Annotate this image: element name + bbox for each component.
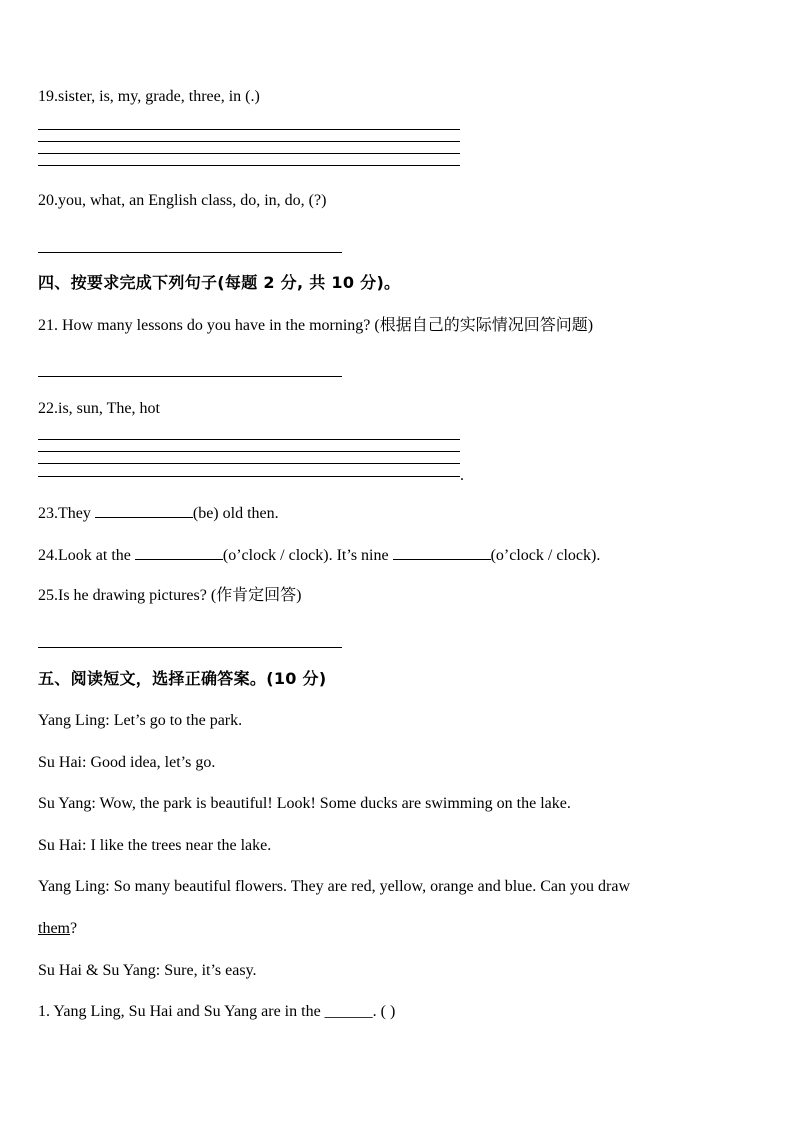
answer-line (38, 376, 342, 377)
answer-line (38, 439, 460, 440)
dialogue-line: Yang Ling: Let’s go to the park. (38, 712, 243, 729)
answer-line (38, 463, 460, 464)
fill-blank[interactable] (393, 545, 491, 560)
question-23-text: 23.They (38, 505, 95, 522)
question-24 (38, 545, 600, 566)
mc-question-1 (38, 1002, 395, 1022)
mc-question-1-blank[interactable]: ______ (324, 1003, 373, 1020)
section-5-heading: 五、阅读短文，选择正确答案。(10 分) (38, 669, 327, 688)
mc-question-1-text: 1. Yang Ling, Su Hai and Su Yang are in the (38, 1003, 325, 1020)
question-20: 20.you, what, an English class, do, in, do, (?) (38, 192, 327, 209)
question-23-text-after: (be) old then. (192, 505, 279, 522)
dialogue-line (38, 919, 77, 939)
question-25: 25.Is he drawing pictures? (作肯定回答) (38, 587, 302, 604)
answer-line (38, 153, 460, 154)
dialogue-line: Su Hai: I like the trees near the lake. (38, 837, 272, 854)
question-24-text-after: (o’clock / clock). (490, 547, 601, 564)
answer-line (38, 476, 460, 477)
answer-line (38, 451, 460, 452)
question-19: 19.sister, is, my, grade, three, in (.) (38, 88, 260, 105)
dialogue-line: Su Hai: Good idea, let’s go. (38, 754, 216, 771)
question-21: 21. How many lessons do you have in the morning? (根据自己的实际情况回答问题) (38, 317, 594, 334)
answer-line (38, 647, 342, 648)
question-22: 22.is, sun, The, hot (38, 400, 160, 417)
question-24-text-middle: (o’clock / clock). It’s nine (222, 547, 393, 564)
question-23 (38, 503, 279, 524)
answer-line (38, 141, 460, 142)
dialogue-line: Yang Ling: So many beautiful flowers. They are red, yellow, orange and blue. Can you draw (38, 878, 631, 895)
question-24-text: 24.Look at the (38, 547, 135, 564)
fill-blank[interactable] (135, 545, 223, 560)
dialogue-text: ? (70, 920, 78, 937)
question-22-period: . (460, 467, 464, 484)
answer-line (38, 252, 342, 253)
answer-line (38, 129, 460, 130)
dialogue-line: Su Hai & Su Yang: Sure, it’s easy. (38, 962, 257, 979)
fill-blank[interactable] (95, 503, 193, 518)
dialogue-line: Su Yang: Wow, the park is beautiful! Look! Some ducks are swimming on the lake. (38, 795, 571, 812)
mc-question-1-answer-paren: . ( ) (372, 1003, 396, 1020)
underlined-word: them (38, 920, 70, 937)
section-4-heading: 四、按要求完成下列句子(每题 2 分, 共 10 分)。 (38, 273, 401, 292)
answer-line (38, 165, 460, 166)
